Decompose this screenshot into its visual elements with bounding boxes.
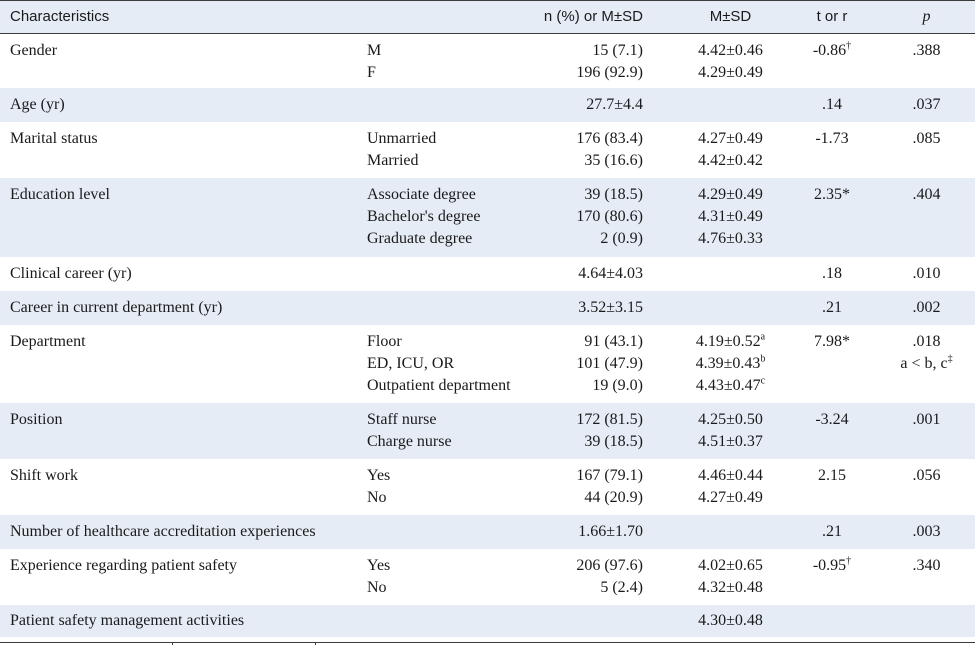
superscript-a: a	[760, 331, 766, 343]
row-category: Bachelor's degree	[367, 208, 481, 225]
row-label: Position	[10, 411, 63, 428]
row-label: Clinical career (yr)	[10, 265, 132, 282]
superscript-c: c	[760, 375, 766, 387]
row-n: 5 (2.4)	[600, 579, 643, 596]
row-p: .001	[912, 411, 941, 428]
row-label: Education level	[10, 186, 110, 203]
row-t: -0.95†	[812, 555, 852, 574]
row-msd: 4.25±0.50	[698, 411, 763, 428]
row-n: 172 (81.5)	[576, 411, 643, 428]
row-msd: 4.42±0.46	[698, 42, 763, 59]
row-msd: 4.02±0.65	[698, 557, 763, 574]
row-category: M	[367, 42, 382, 59]
table-row-age	[0, 88, 975, 122]
dagger-mark: †	[846, 555, 852, 567]
row-n: 15 (7.1)	[592, 42, 643, 59]
table-row-marital	[0, 122, 975, 178]
row-msd: 4.43±0.47$^c$	[695, 375, 766, 394]
row-n: 3.52±3.15	[578, 299, 643, 316]
row-category: Unmarried	[367, 130, 437, 147]
row-n: 35 (16.6)	[584, 152, 643, 169]
row-p: .085	[912, 130, 941, 147]
row-n: 196 (92.9)	[576, 64, 643, 81]
header-n-col: n (%) or M±SD	[543, 8, 643, 25]
table-header	[0, 0, 975, 34]
row-n: 101 (47.9)	[576, 355, 643, 372]
row-p: .388	[912, 42, 941, 59]
row-n: 2 (0.9)	[600, 230, 643, 247]
row-msd: 4.51±0.37	[698, 433, 763, 450]
row-t: -3.24	[815, 411, 849, 428]
row-label: Patient safety management activities	[10, 612, 245, 629]
row-category: Charge nurse	[367, 433, 452, 450]
row-category: No	[367, 579, 387, 596]
row-p: .056	[912, 467, 941, 484]
row-msd: 4.27±0.49	[698, 489, 763, 506]
table-row-position	[0, 403, 975, 459]
table-row-education	[0, 178, 975, 257]
row-p: .002	[912, 299, 941, 316]
table-row-experience	[0, 549, 975, 605]
row-label: Number of healthcare accreditation experiences	[10, 523, 316, 540]
table-row-activities	[0, 605, 975, 637]
row-t: 2.15	[818, 467, 846, 484]
row-label: Career in current department (yr)	[10, 299, 223, 316]
row-msd: 4.30±0.48	[698, 612, 763, 629]
row-msd: 4.31±0.49	[698, 208, 763, 225]
table-row-shift-work	[0, 459, 975, 515]
row-category: Associate degree	[367, 186, 476, 203]
table-row-gender	[0, 34, 975, 88]
row-category: F	[367, 64, 376, 81]
row-label: Department	[10, 333, 86, 350]
row-category: No	[367, 489, 387, 506]
table-row-department	[0, 325, 975, 403]
row-p: .003	[912, 523, 941, 540]
row-msd: 4.42±0.42	[698, 152, 763, 169]
row-label: Age (yr)	[10, 96, 65, 113]
row-n: 176 (83.4)	[576, 130, 643, 147]
row-msd: 4.39±0.43$^b$	[695, 353, 766, 372]
row-category: Staff nurse	[367, 411, 437, 428]
row-msd: 4.76±0.33	[698, 230, 763, 247]
row-n: 170 (80.6)	[576, 208, 643, 225]
table-row-current-department	[0, 291, 975, 325]
table-row-accreditation	[0, 515, 975, 549]
row-t: .21	[822, 523, 842, 540]
row-label: Gender	[10, 42, 58, 59]
row-n: 39 (18.5)	[584, 433, 643, 450]
row-label: Experience regarding patient safety	[10, 557, 237, 574]
header-msd-col: M±SD	[709, 8, 752, 25]
row-t: .21	[822, 299, 842, 316]
row-msd: 4.27±0.49	[698, 130, 763, 147]
dagger-mark: †	[846, 40, 852, 52]
row-n: 4.64±4.03	[578, 265, 643, 282]
row-posthoc: a < b, c‡	[900, 353, 953, 372]
row-msd: 4.29±0.49	[698, 186, 763, 203]
row-t: .18	[822, 265, 842, 282]
row-n: 19 (9.0)	[592, 377, 643, 394]
row-category: Yes	[367, 557, 391, 574]
row-label: Marital status	[10, 130, 98, 147]
double-dagger-mark: ‡	[947, 353, 953, 365]
row-p: .404	[912, 186, 941, 203]
row-msd: 4.19±0.52$^a$	[695, 331, 766, 350]
row-n: 39 (18.5)	[584, 186, 643, 203]
row-t: -1.73	[815, 130, 849, 147]
row-category: Married	[367, 152, 419, 169]
row-label: Shift work	[10, 467, 78, 484]
row-t: 7.98*	[814, 333, 850, 350]
row-p: .010	[912, 265, 941, 282]
row-category: Graduate degree	[367, 230, 473, 247]
row-t: .14	[822, 96, 842, 113]
row-category: ED, ICU, OR	[367, 355, 455, 372]
header-p-col: p	[922, 8, 931, 25]
superscript-b: b	[760, 353, 766, 365]
row-category: Outpatient department	[367, 377, 511, 394]
table-row-clinical-career	[0, 257, 975, 291]
row-msd: 4.32±0.48	[698, 579, 763, 596]
row-msd: 4.29±0.49	[698, 64, 763, 81]
row-n: 206 (97.6)	[576, 557, 643, 574]
row-n: 27.7±4.4	[586, 96, 643, 113]
row-p: .018	[912, 333, 941, 350]
row-category: Yes	[367, 467, 391, 484]
table-bottom-rule	[0, 642, 975, 643]
header-t-col: t or r	[816, 8, 848, 25]
row-t: -0.86†	[812, 40, 852, 59]
row-t: 2.35*	[814, 186, 850, 203]
row-p: .037	[912, 96, 941, 113]
row-n: 91 (43.1)	[584, 333, 643, 350]
row-n: 1.66±1.70	[578, 523, 643, 540]
row-msd: 4.46±0.44	[698, 467, 763, 484]
header-characteristics: Characteristics	[10, 8, 110, 25]
row-category: Floor	[367, 333, 402, 350]
row-n: 44 (20.9)	[584, 489, 643, 506]
row-p: .340	[912, 557, 941, 574]
row-n: 167 (79.1)	[576, 467, 643, 484]
